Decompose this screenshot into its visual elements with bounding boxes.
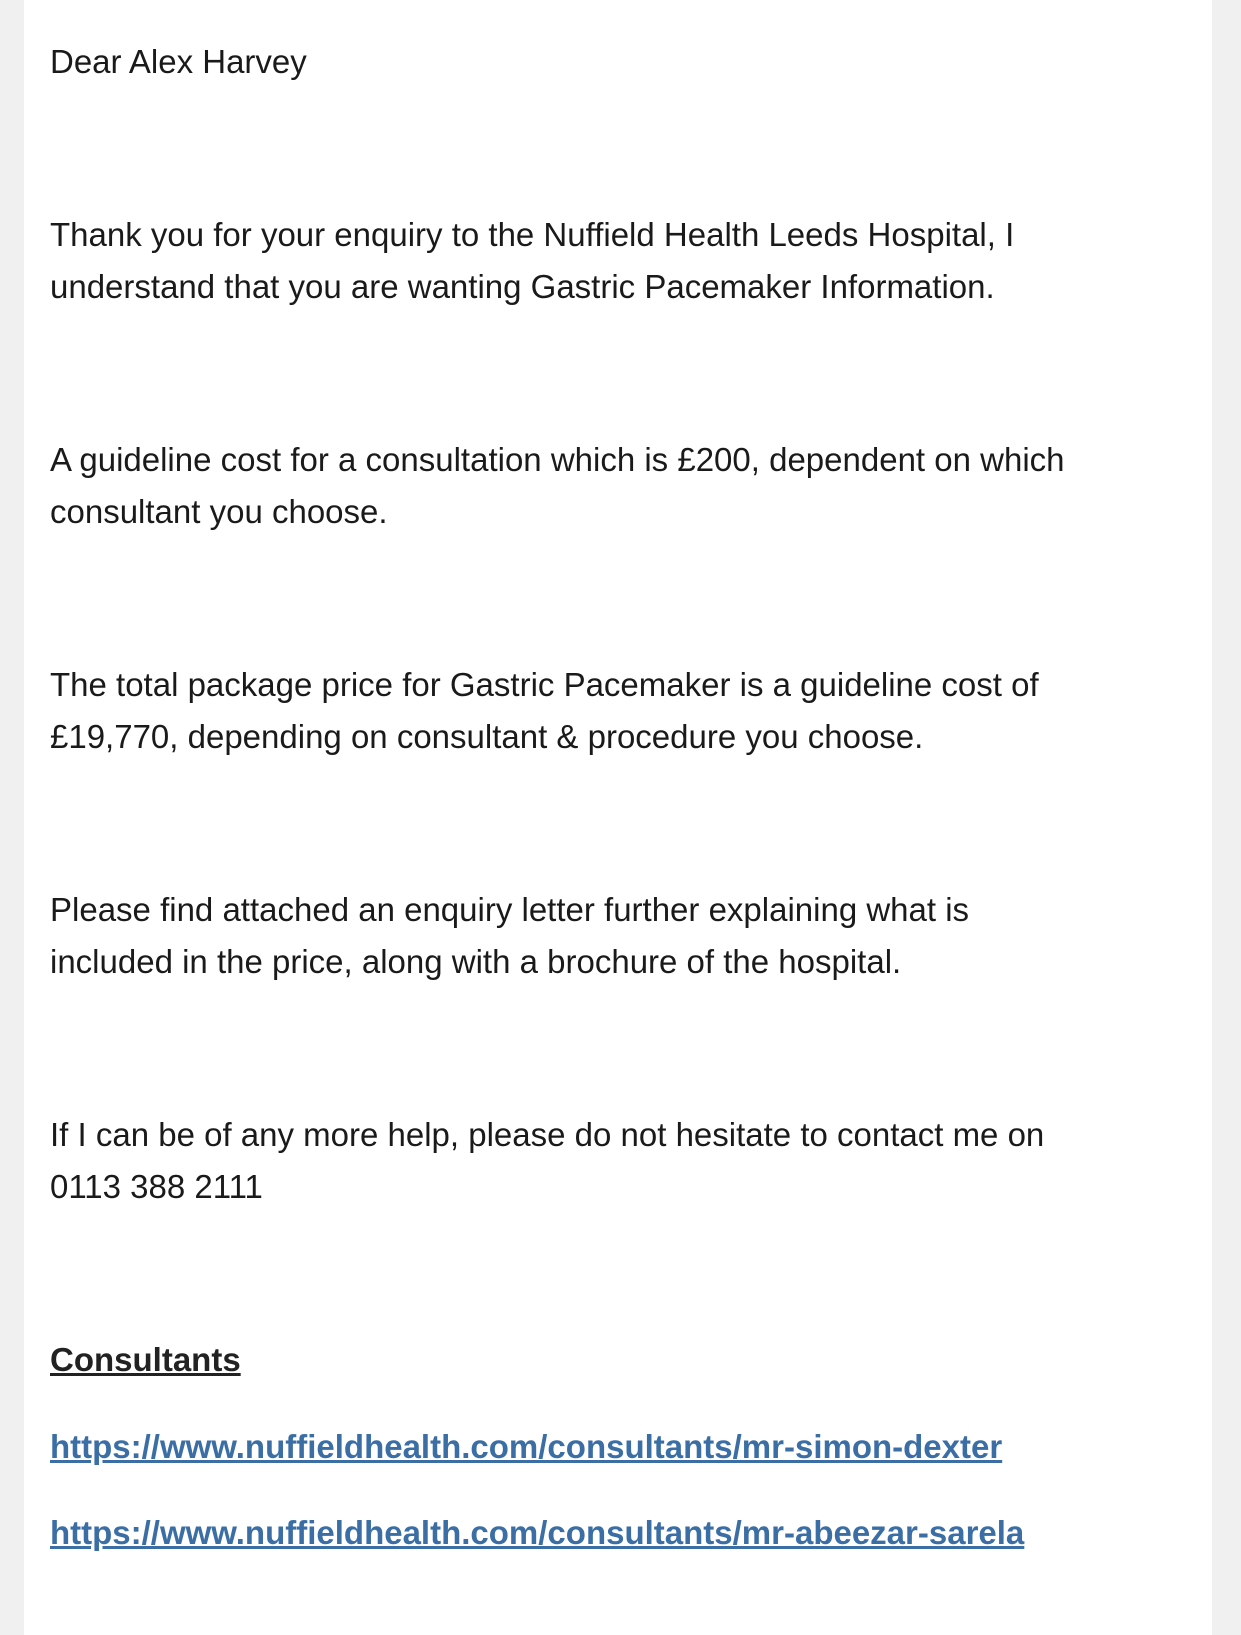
paragraph-line: Thank you for your enquiry to the Nuffield Health Leeds Hospital, I [50, 216, 1015, 253]
consultant-link-simon-dexter[interactable]: https://www.nuffieldhealth.com/consultants/mr-simon-dexter [50, 1428, 1003, 1465]
paragraph-line: Please find attached an enquiry letter further explaining what is [50, 891, 970, 928]
paragraph-line: The total package price for Gastric Pacemaker is a guideline cost of [50, 666, 1039, 703]
email-body [24, 0, 1212, 1635]
greeting: Dear Alex Harvey [50, 43, 307, 80]
consultants-heading: Consultants [50, 1341, 241, 1378]
paragraph-line: If I can be of any more help, please do not hesitate to contact me on [50, 1116, 1045, 1153]
paragraph-line: A guideline cost for a consultation which is £200, dependent on which [50, 441, 1065, 478]
phone-number: 0113 388 2111 [50, 1168, 263, 1205]
paragraph-line: included in the price, along with a brochure of the hospital. [50, 943, 902, 980]
paragraph-line: consultant you choose. [50, 493, 388, 530]
paragraph-line: £19,770, depending on consultant & procedure you choose. [50, 718, 924, 755]
consultant-link-abeezar-sarela[interactable]: https://www.nuffieldhealth.com/consultants/mr-abeezar-sarela [50, 1514, 1025, 1551]
paragraph-line: understand that you are wanting Gastric Pacemaker Information. [50, 268, 995, 305]
